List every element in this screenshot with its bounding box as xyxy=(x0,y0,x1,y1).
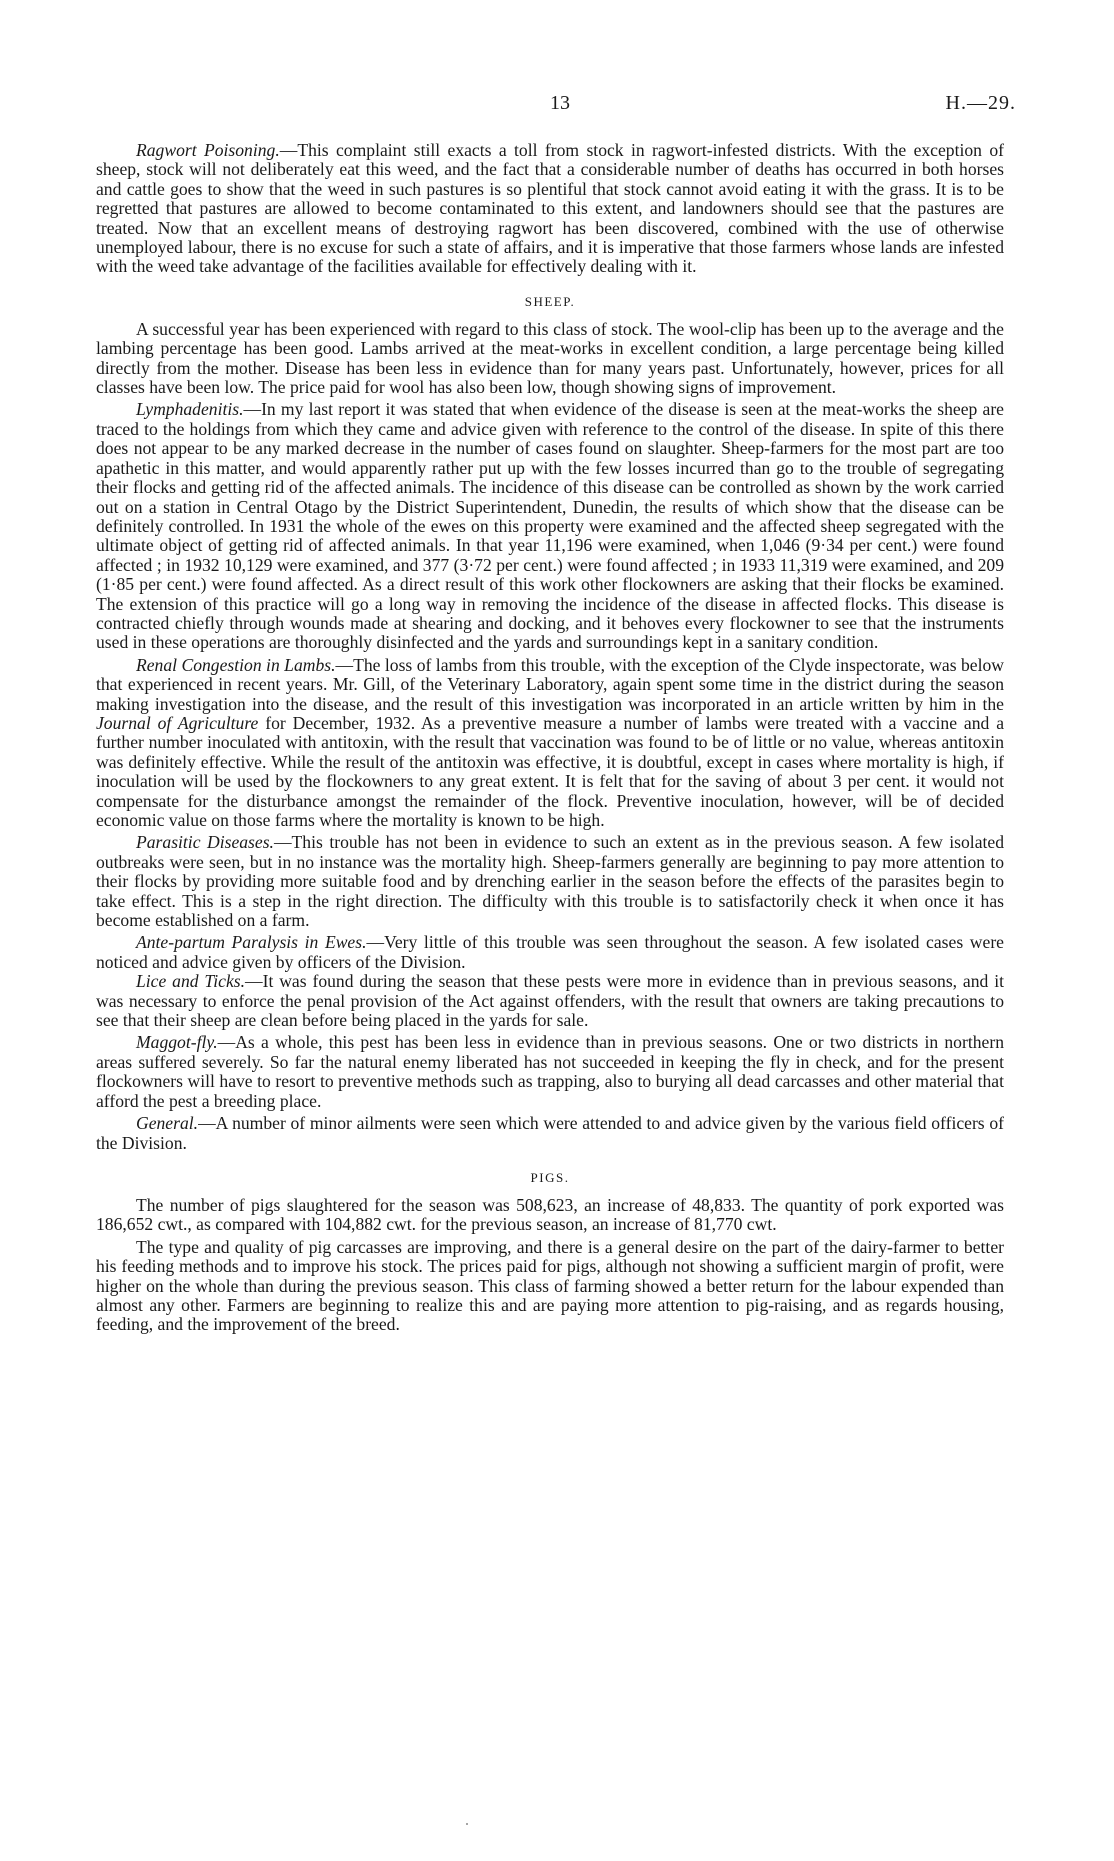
page-number: 13 xyxy=(550,92,570,114)
ragwort-title: Ragwort Poisoning. xyxy=(136,140,280,160)
ragwort-text: —This complaint still exacts a toll from stock in ragwort-infested districts. With the exception of sheep, stock will not deliberately eat this weed, and the fact that a considerable number of deaths has occurred in both horses and cattle goes to show that the weed in such pastures is so plentiful that stock cannot avoid eating it with the grass. It is to be regretted that pastures are allowed to become contaminated to this extent, and landowners should see that the pastures are treated. Now that an excellent means of destroying ragwort has been discovered, combined with the use of otherwise unemployed labour, there is no excuse for such a state of affairs, and it is imperative that those farmers whose lands are infested with the weed take advantage of the facilities available for effectively dealing with it. xyxy=(96,140,1005,277)
section-heading-pigs: PIGS. xyxy=(530,1169,570,1185)
renal-text-b: for December, 1932. As a preventive measure a number of lambs were treated with a vaccine and a further number inoculated with antitoxin, with the result that vaccination was found to be of little or no value, whereas antitoxin was definitely effective. While the result of the antitoxin was effective, it is doubtful, except in cases where mortality is high, if inoculation will be used by the flockowners to any great extent. It is felt that for the saving of about 3 per cent. it would not compensate for the disturbance amongst the remainder of the flock. Preventive inoculation, however, will be of decided economic value on those farms where the mortality is known to be high. xyxy=(96,712,1004,830)
lymphadenitis-text: —In my last report it was stated that when evidence of the disease is seen at the meat-works the sheep are traced to the holdings from which they came and advice given with reference to the control of the disease. In spite of this there does not appear to be any marked decrease in the number of cases found on slaughter. Sheep-farmers for the most part are too apathetic in this matter, and would apparently rather put up with the few losses incurred than go to the trouble of segregating their flocks and getting rid of the affected animals. The incidence of this disease can be controlled as shown by the work carried out on a station in Central Otago by the District Superintendent, Dunedin, the results of which show that the disease can be definitely controlled. In 1931 the whole of the ewes on this property were examined and the affected sheep segregated with the ultimate object of getting rid of affected animals. In that year 11,196 were examined, when 1,046 (9·34 per cent.) were found affected ; in 1932 10,129 were examined, and 377 (3·72 per cent.) were found affected ; in 1933 11,319 were examined, and 209 (1·85 per cent.) were found affected. As a direct result of this work other flockowners are asking that their flocks be examined. The extension of this practice will go a long way in removing the incidence of the disease in affected flocks. This disease is contracted chiefly through wounds made at shearing and docking, and it behoves every flockowner to see that the instruments used in these operations are thoroughly disinfected and the yards and surroundings kept in a sanitary condition. xyxy=(96,399,1004,653)
paragraph-ante-partum xyxy=(96,933,1004,972)
document-body xyxy=(96,141,1004,1335)
paragraph-lymphadenitis xyxy=(96,400,1004,652)
parasitic-text: —This trouble has not been in evidence to such an extent as in the previous season. A few isolated outbreaks were seen, but in no instance was the mortality high. Sheep-farmers generally are beginning to pay more attention to their flocks by providing more suitable food and by drenching earlier in the season before the effects of the parasites begin to take effect. This is a step in the right direction. The difficulty with this trouble is to satisfactorily check it when once it has become established on a farm. xyxy=(96,832,1004,931)
section-heading-sheep: SHEEP. xyxy=(524,293,576,309)
antepartum-text: —Very little of this trouble was seen throughout the season. A few isolated cases were noticed and advice given by officers of the Division. xyxy=(96,932,1004,972)
parasitic-title: Parasitic Diseases. xyxy=(136,832,274,853)
scan-speck xyxy=(466,1823,468,1825)
document-reference: H.—29. xyxy=(945,92,1016,114)
renal-text-a: —The loss of lambs from this trouble, with the exception of the Clyde inspectorate, was below that experienced in recent years. Mr. Gill, of the Veterinary Laboratory, again spent some time in the district during the season making investigation into the disease, and the result of this investigation was incorporated in an article written by him in the xyxy=(96,654,1004,714)
lymphadenitis-title: Lymphadenitis. xyxy=(136,399,244,420)
paragraph-parasitic-diseases xyxy=(96,833,1004,930)
maggot-title: Maggot-fly. xyxy=(136,1032,218,1053)
renal-title: Renal Congestion in Lambs. xyxy=(136,654,336,675)
maggot-text: —As a whole, this pest has been less in evidence than in previous seasons. One or two districts in northern areas suffered severely. So far the natural enemy liberated has not succeeded in keeping the fly in check, and for the present flockowners will have to resort to preventive methods such as trapping, also to burying all dead carcasses and other material that afford the pest a breeding place. xyxy=(96,1032,1004,1111)
paragraph-sheep-intro: A successful year has been experienced with regard to this class of stock. The wool-clip has been up to the average and the lambing percentage has been good. Lambs arrived at the meat-works in excellent condition, a large percentage being killed directly from the mother. Disease has been less in evidence than for many years past. Unfortunately, however, prices for all classes have been low. The price paid for wool has also been low, though showing signs of improvement. xyxy=(96,318,1004,398)
lice-text: —It was found during the season that these pests were more in evidence than in previous seasons, and it was necessary to enforce the penal provision of the Act against offenders, with the result that owners are taking precautions to see that their sheep are clean before being placed in the yards for sale. xyxy=(96,971,1004,1031)
paragraph-renal-congestion xyxy=(96,656,1004,831)
paragraph-lice-ticks xyxy=(96,972,1004,1030)
journal-title: Journal of Agriculture xyxy=(96,712,259,733)
paragraph-pigs-statistics: The number of pigs slaughtered for the season was 508,623, an increase of 48,833. The quantity of pork exported was 186,652 cwt., as compared with 104,882 cwt. for the previous season, an increase of 81,770 cwt. xyxy=(96,1194,1004,1235)
general-text: —A number of minor ailments were seen which were attended to and advice given by the various field officers of the Division. xyxy=(96,1113,1004,1153)
general-title: General. xyxy=(136,1113,199,1134)
paragraph-general xyxy=(96,1114,1004,1153)
paragraph-pigs-quality: The type and quality of pig carcasses are improving, and there is a general desire on the part of the dairy-farmer to better his feeding methods and to improve his stock. The prices paid for pigs, although not showing a sufficient margin of profit, were higher on the whole than during the previous season. This class of farming showed a better return for the labour expended than almost any other. Farmers are beginning to realize this and are paying more attention to pig-raising, and as regards housing, feeding, and the improvement of the breed. xyxy=(96,1236,1004,1335)
lice-title: Lice and Ticks. xyxy=(136,971,245,992)
paragraph-ragwort xyxy=(96,141,1004,277)
paragraph-maggot-fly xyxy=(96,1033,1004,1111)
antepartum-title: Ante-partum Paralysis in Ewes. xyxy=(136,932,367,953)
